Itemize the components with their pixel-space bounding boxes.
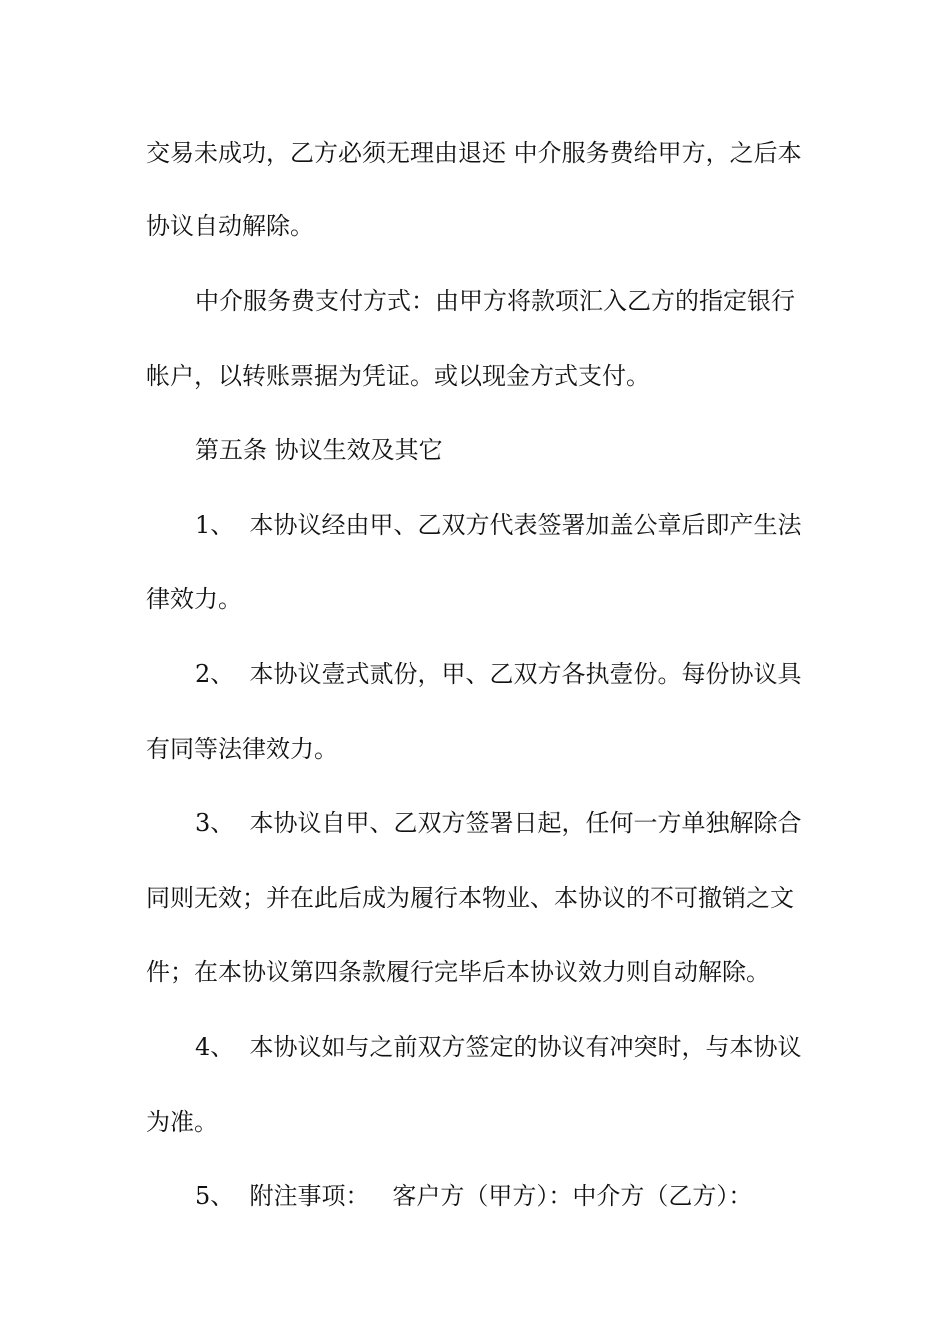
paragraph-line: 有同等法律效力。 [146, 735, 338, 763]
clause-item: 5、 附注事项： 客户方（甲方）：中介方（乙方）： [195, 1182, 753, 1210]
clause-item: 4、 本协议如与之前双方签定的协议有冲突时，与本协议 [195, 1033, 802, 1061]
paragraph-line: 件；在本协议第四条款履行完毕后本协议效力则自动解除。 [146, 958, 770, 986]
section-heading: 第五条 协议生效及其它 [195, 436, 443, 464]
clause-item: 3、 本协议自甲、乙双方签署日起，任何一方单独解除合 [195, 809, 802, 837]
clause-item: 2、 本协议壹式贰份，甲、乙双方各执壹份。每份协议具 [195, 660, 802, 688]
clause-item: 1、 本协议经由甲、乙双方代表签署加盖公章后即产生法 [195, 511, 802, 539]
paragraph-line: 帐户，以转账票据为凭证。或以现金方式支付。 [146, 362, 650, 390]
paragraph-line: 协议自动解除。 [146, 212, 314, 240]
paragraph-line: 律效力。 [146, 585, 242, 613]
paragraph-line: 交易未成功，乙方必须无理由退还 中介服务费给甲方，之后本 [146, 139, 802, 167]
paragraph-line: 中介服务费支付方式：由甲方将款项汇入乙方的指定银行 [195, 287, 795, 315]
paragraph-line: 同则无效；并在此后成为履行本物业、本协议的不可撤销之文 [146, 884, 794, 912]
paragraph-line: 为准。 [146, 1108, 218, 1136]
